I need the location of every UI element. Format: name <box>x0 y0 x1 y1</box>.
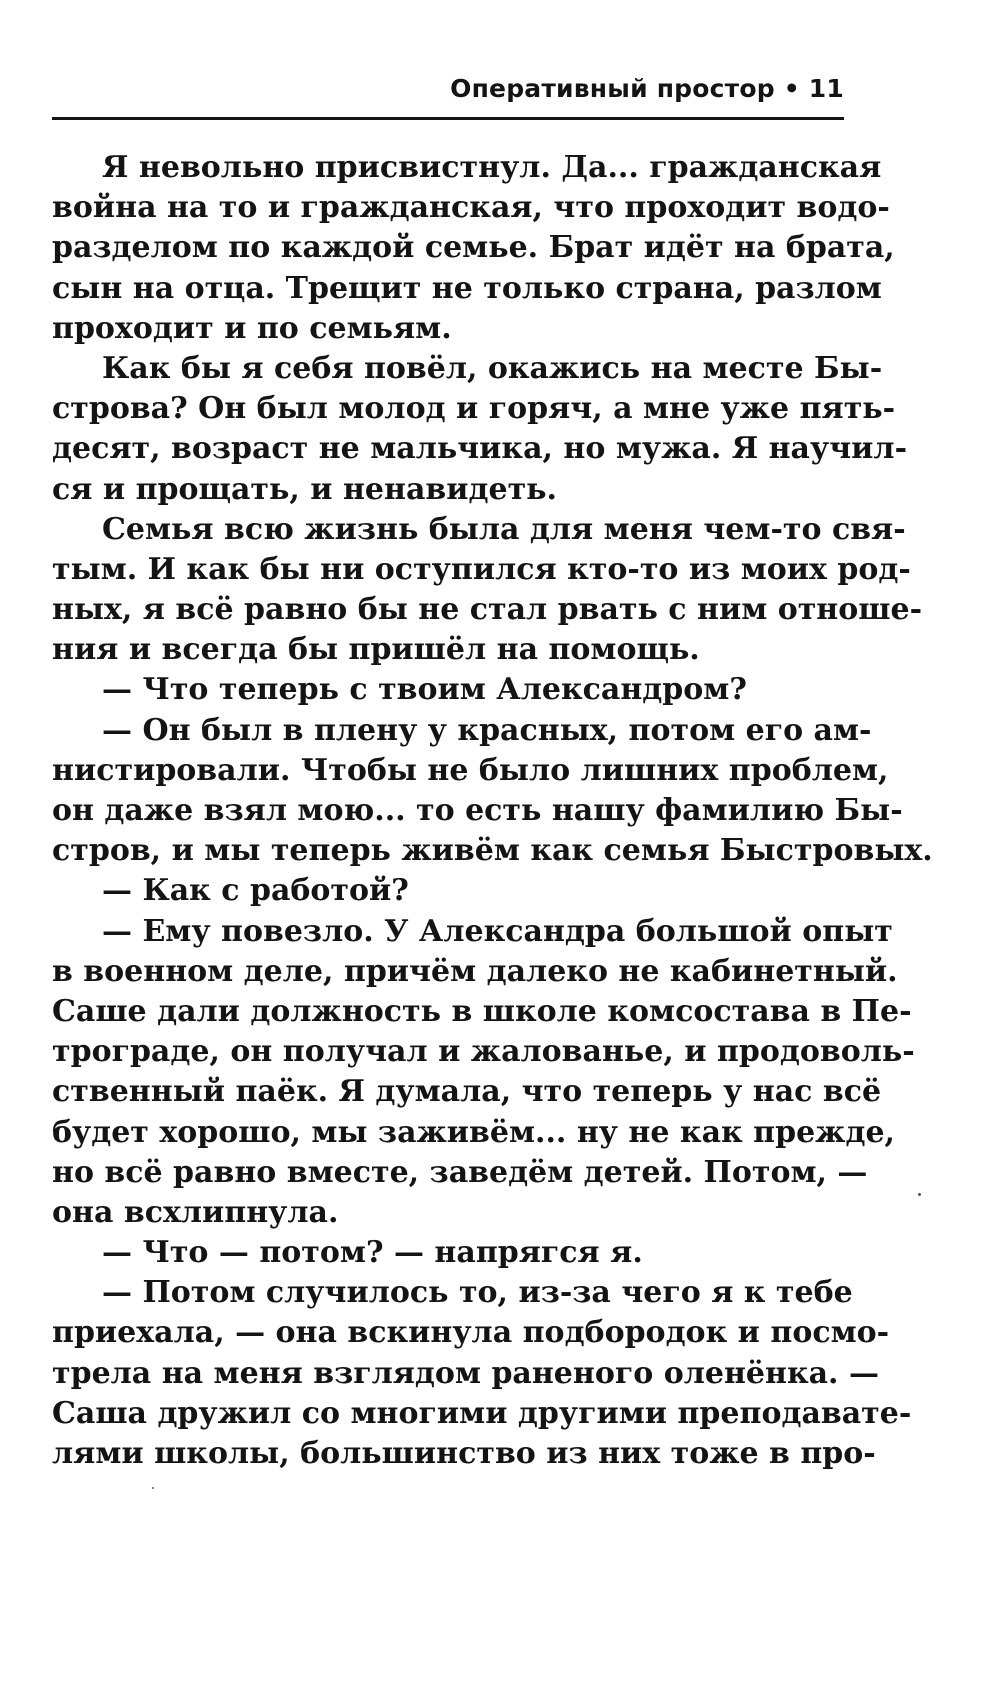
paragraph <box>52 1233 848 1273</box>
running-head-title: Оперативный простор • 11 <box>450 74 844 103</box>
paragraph <box>52 349 908 510</box>
running-head <box>52 72 844 118</box>
text-line: Саше дали должность в школе комсостава в Пе- <box>52 993 912 1029</box>
text-line: — Потом случилось то, из-за чего я к тебе <box>102 1275 853 1311</box>
text-line: будет хорошо, мы заживём... ну не как прежде, <box>52 1114 895 1150</box>
text-line: Как бы я себя повёл, окажись на месте Бы- <box>102 350 883 386</box>
text-line: сын на отца. Трещит не только страна, разлом <box>52 270 882 306</box>
text-line: разделом по каждой семье. Брат идёт на брата, <box>52 230 895 266</box>
text-line: десят, возраст не мальчика, но мужа. Я научил- <box>52 431 908 467</box>
header-rule <box>52 117 844 120</box>
text-line: ных, я всё равно бы не стал рвать с ним отноше- <box>52 592 923 628</box>
text-line: — Ему повезло. У Александра большой опыт <box>102 913 893 949</box>
text-line: тым. И как бы ни оступился кто-то из моих род- <box>52 551 911 587</box>
text-line: — Что теперь с твоим Александром? <box>102 672 747 708</box>
text-line: но всё равно вместе, заведём детей. Потом, — <box>52 1154 868 1190</box>
paragraph <box>52 871 848 911</box>
text-line: он даже взял мою... то есть нашу фамилию Бы- <box>52 793 903 828</box>
text-line: проходит и по семьям. <box>52 310 452 346</box>
text-line: — Что — потом? — напрягся я. <box>102 1235 643 1271</box>
text-line: в военном деле, причём далеко не кабинетный. <box>52 953 898 989</box>
text-line: нистировали. Чтобы не было лишних проблем, <box>52 752 889 788</box>
text-line: ственный паёк. Я думала, что теперь у нас всё <box>52 1074 882 1110</box>
text-line: приехала, — она вскинула подбородок и посмо- <box>52 1315 890 1351</box>
text-line: лями школы, большинство из них тоже в про- <box>52 1436 876 1471</box>
text-line: — Как с работой? <box>102 873 409 909</box>
text-line: стров, и мы теперь живём как семья Быстровых. <box>52 833 933 869</box>
text-line: строва? Он был молод и горяч, а мне уже пять- <box>52 391 896 427</box>
text-line: ния и всегда бы пришёл на помощь. <box>52 632 700 668</box>
text-line: Я невольно присвистнул. Да... гражданская <box>102 150 882 185</box>
paragraph <box>52 711 933 872</box>
paragraph <box>52 1273 912 1474</box>
paragraph <box>52 148 895 349</box>
text-line: — Он был в плену у красных, потом его ам- <box>102 712 872 748</box>
scan-speck <box>152 1487 154 1489</box>
text-line: трограде, он получал и жалованье, и продоволь- <box>52 1034 915 1070</box>
text-line: она всхлипнула. <box>52 1194 339 1230</box>
paragraph <box>52 670 848 710</box>
paragraph <box>52 912 915 1234</box>
body-text <box>52 148 933 1474</box>
text-line: Саша дружил со многими другими преподавате- <box>52 1395 912 1431</box>
scan-speck <box>918 1193 921 1196</box>
text-line: Семья всю жизнь была для меня чем-то свя- <box>102 511 906 547</box>
text-line: трела на меня взглядом раненого оленёнка. — <box>52 1355 879 1391</box>
text-line: война на то и гражданская, что проходит водо- <box>52 190 890 226</box>
paragraph <box>52 510 923 671</box>
text-line: ся и прощать, и ненавидеть. <box>52 471 557 507</box>
